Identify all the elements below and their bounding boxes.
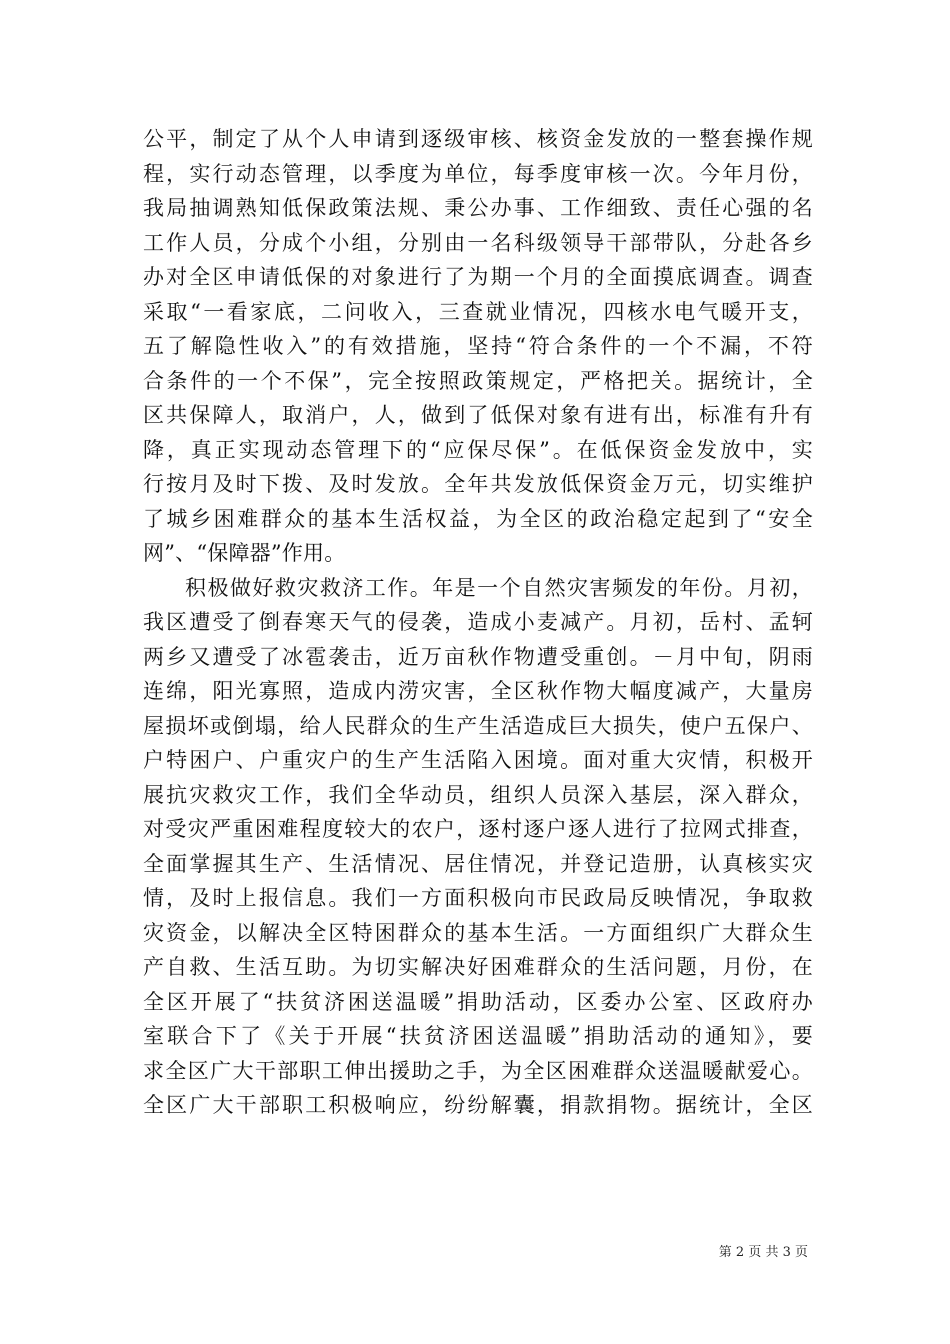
text-line: 网”、“保障器”作用。 xyxy=(143,541,346,565)
text-line: 积极做好救灾救济工作。年是一个自然灾害频发的年份。月初， xyxy=(185,575,813,600)
text-line: 办对全区申请低保的对象进行了为期一个月的全面摸底调查。调查 xyxy=(143,265,813,289)
text-line: 区共保障人，取消户，人，做到了低保对象有进有出，标准有升有 xyxy=(143,403,813,427)
document-body xyxy=(143,122,813,1123)
text-line: 产自救、生活互助。为切实解决好困难群众的生活问题，月份，在 xyxy=(143,955,813,979)
text-line: 求全区广大干部职工伸出援助之手，为全区困难群众送温暖献爱心。 xyxy=(143,1058,813,1083)
text-line: 全区开展了“扶贫济困送温暖”捐助活动，区委办公室、区政府办 xyxy=(143,989,813,1014)
page-number: 第 2 页 共 3 页 xyxy=(718,1245,808,1260)
text-line: 户特困户、户重灾户的生产生活陷入困境。面对重大灾情，积极开 xyxy=(143,748,813,772)
text-line: 我区遭受了倒春寒天气的侵袭，造成小麦减产。月初，岳村、孟轲 xyxy=(143,610,813,634)
text-line: 行按月及时下拨、及时发放。全年共发放低保资金万元，切实维护 xyxy=(143,472,813,496)
text-line: 连绵，阳光寡照，造成内涝灾害，全区秋作物大幅度减产，大量房 xyxy=(143,679,813,703)
paragraph xyxy=(143,122,813,571)
text-line: 全区广大干部职工积极响应，纷纷解囊，捐款捐物。据统计，全区 xyxy=(143,1093,813,1117)
text-line: 室联合下了《关于开展“扶贫济困送温暖”捐助活动的通知》，要 xyxy=(143,1024,813,1048)
text-line: 五了解隐性收入”的有效措施，坚持“符合条件的一个不漏，不符 xyxy=(143,334,813,358)
text-line: 展抗灾救灾工作，我们全华动员，组织人员深入基层，深入群众， xyxy=(143,782,813,807)
text-line: 对受灾严重困难程度较大的农户，逐村逐户逐人进行了拉网式排查， xyxy=(143,817,813,841)
text-line: 灾资金，以解决全区特困群众的基本生活。一方面组织广大群众生 xyxy=(143,920,813,945)
text-line: 工作人员，分成个小组，分别由一名科级领导干部带队，分赴各乡 xyxy=(143,230,813,255)
text-line: 降，真正实现动态管理下的“应保尽保”。在低保资金发放中，实 xyxy=(143,437,813,462)
text-line: 全面掌握其生产、生活情况、居住情况，并登记造册，认真核实灾 xyxy=(143,851,813,876)
paragraph xyxy=(143,571,813,1123)
text-line: 两乡又遭受了冰雹袭击，近万亩秋作物遭受重创。－月中旬，阴雨 xyxy=(143,644,813,669)
text-line: 采取“一看家底，二问收入，三查就业情况，四核水电气暖开支， xyxy=(143,299,813,324)
text-line: 情，及时上报信息。我们一方面积极向市民政局反映情况，争取救 xyxy=(143,886,813,910)
text-line: 我局抽调熟知低保政策法规、秉公办事、工作细致、责任心强的名 xyxy=(143,196,813,220)
text-line: 屋损坏或倒塌，给人民群众的生产生活造成巨大损失，使户五保户、 xyxy=(143,713,813,738)
text-line: 公平，制定了从个人申请到逐级审核、核资金发放的一整套操作规 xyxy=(143,127,813,151)
text-line: 程，实行动态管理，以季度为单位，每季度审核一次。今年月份， xyxy=(143,161,813,186)
text-line: 了城乡困难群众的基本生活权益，为全区的政治稳定起到了“安全 xyxy=(143,506,813,531)
text-line: 合条件的一个不保”，完全按照政策规定，严格把关。据统计，全 xyxy=(143,368,813,393)
